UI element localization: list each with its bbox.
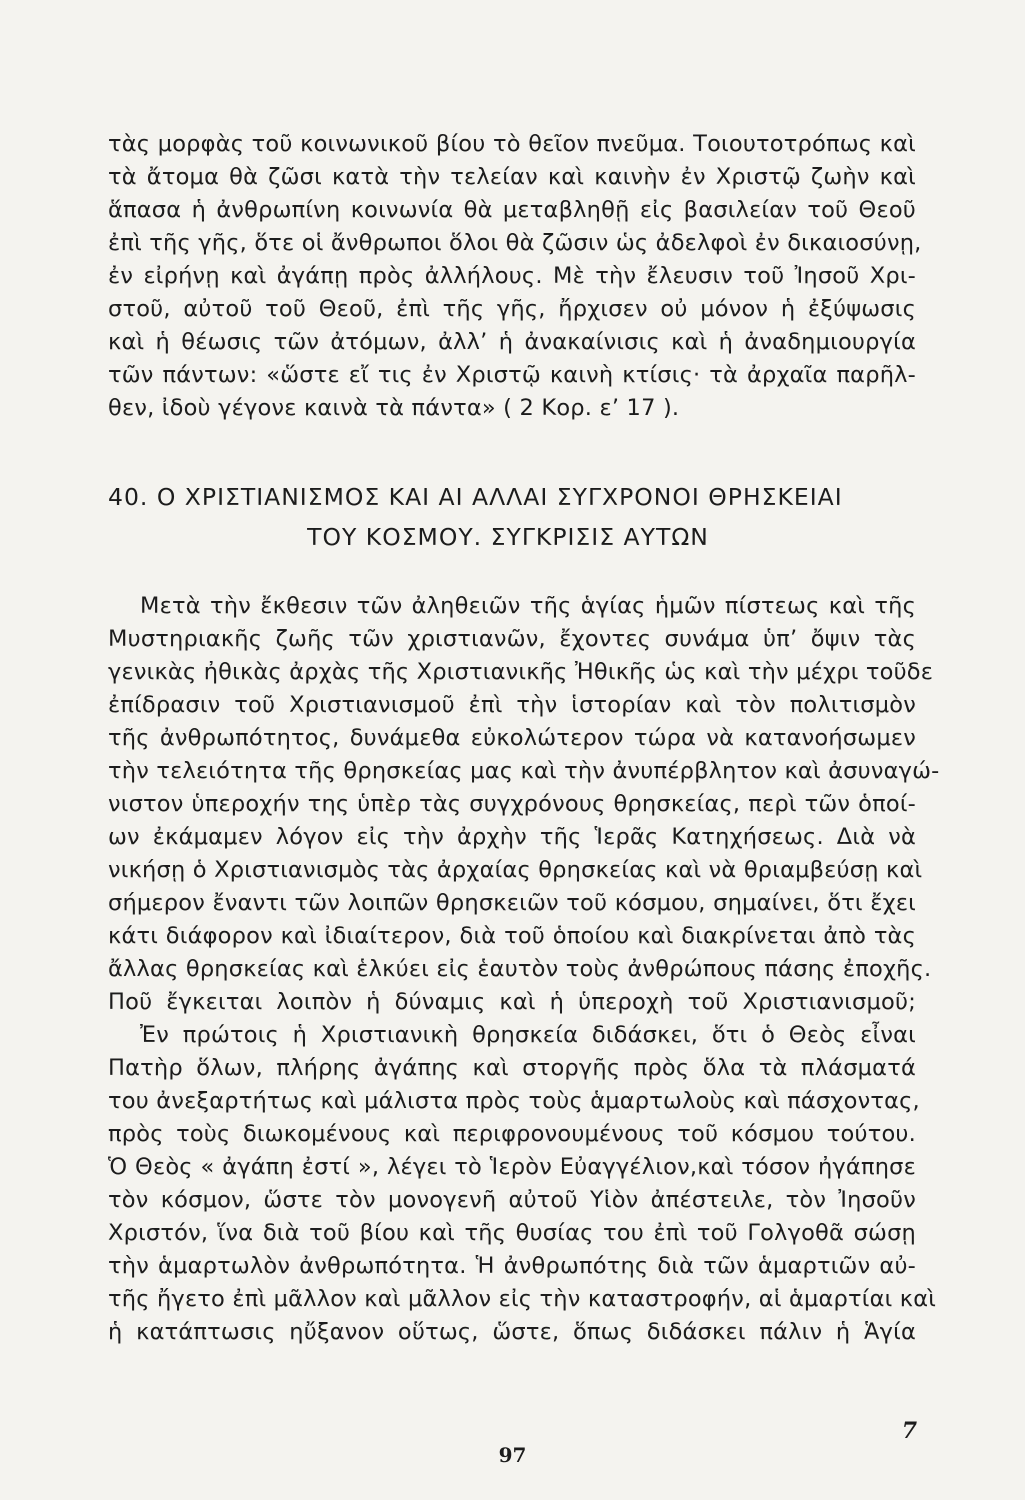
text-line: ἡ κατάπτωσις ηὔξανον οὕτως, ὥστε, ὅπως διδάσκει πάλιν ἡ Ἁγία bbox=[108, 1319, 916, 1345]
text-line: Μυστηριακῆς ζωῆς τῶν χριστιανῶν, ἔχοντες συνάμα ὑπ’ ὄψιν τὰς bbox=[108, 626, 916, 652]
text-line: στοῦ, αὐτοῦ τοῦ Θεοῦ, ἐπὶ τῆς γῆς, ἤρχισεν οὐ μόνον ἡ ἐξύψωσις bbox=[108, 296, 916, 322]
text-line: Μετὰ τὴν ἔκθεσιν τῶν ἀληθειῶν τῆς ἁγίας ἡμῶν πίστεως καὶ τῆς bbox=[140, 593, 916, 619]
section-heading-line2: ΤΟΥ ΚΟΣΜΟΥ. ΣΥΓΚΡΙΣΙΣ ΑΥΤΩΝ bbox=[307, 523, 709, 551]
text-line: πρὸς τοὺς διωκομένους καὶ περιφρονουμένους τοῦ κόσμου τούτου. bbox=[108, 1121, 916, 1147]
text-line: ἐπίδρασιν τοῦ Χριστιανισμοῦ ἐπὶ τὴν ἱστορίαν καὶ τὸν πολιτισμὸν bbox=[108, 692, 916, 718]
text-line: σήμερον ἔναντι τῶν λοιπῶν θρησκειῶν τοῦ κόσμου, σημαίνει, ὅτι ἔχει bbox=[108, 890, 916, 916]
section-heading-line1: 40. Ο ΧΡΙΣΤΙΑΝΙΣΜΟΣ ΚΑΙ ΑΙ ΑΛΛΑΙ ΣΥΓΧΡΟΝΟΙ ΘΡΗΣΚΕΙΑΙ bbox=[108, 483, 843, 511]
text-line: ων ἐκάμαμεν λόγον εἰς τὴν ἀρχὴν τῆς Ἱερᾶς Κατηχήσεως. Διὰ νὰ bbox=[108, 824, 916, 850]
text-line: τῆς ἀνθρωπότητος, δυνάμεθα εὐκολώτερον τώρα νὰ κατανοήσωμεν bbox=[108, 725, 916, 751]
signature-mark: 7 bbox=[901, 1418, 917, 1444]
text-line: Πατὴρ ὅλων, πλήρης ἀγάπης καὶ στοργῆς πρὸς ὅλα τὰ πλάσματά bbox=[108, 1055, 916, 1081]
text-line: τὰς μορφὰς τοῦ κοινωνικοῦ βίου τὸ θεῖον πνεῦμα. Τοιουτοτρόπως καὶ bbox=[108, 131, 916, 157]
text-line: γενικὰς ἠθικὰς ἀρχὰς τῆς Χριστιανικῆς Ἠθικῆς ὡς καὶ τὴν μέχρι τοῦδε bbox=[108, 659, 934, 685]
text-line: ἅπασα ἡ ἀνθρωπίνη κοινωνία θὰ μεταβληθῇ εἰς βασιλείαν τοῦ Θεοῦ bbox=[108, 197, 916, 223]
text-line: τῆς ἤγετο ἐπὶ μᾶλλον καὶ μᾶλλον εἰς τὴν καταστροφήν, αἱ ἁμαρτίαι καὶ bbox=[108, 1286, 937, 1312]
text-line: καὶ ἡ θέωσις τῶν ἀτόμων, ἀλλ’ ἡ ἀνακαίνισις καὶ ἡ ἀναδημιουργία bbox=[108, 329, 916, 355]
text-line: Ποῦ ἔγκειται λοιπὸν ἡ δύναμις καὶ ἡ ὑπεροχὴ τοῦ Χριστιανισμοῦ; bbox=[108, 989, 916, 1015]
text-line: του ἀνεξαρτήτως καὶ μάλιστα πρὸς τοὺς ἁμαρτωλοὺς καὶ πάσχοντας, bbox=[108, 1088, 920, 1114]
text-line: ἐν εἰρήνῃ καὶ ἀγάπῃ πρὸς ἀλλήλους. Μὲ τὴν ἔλευσιν τοῦ Ἰησοῦ Χρι- bbox=[108, 263, 916, 289]
text-line: τὸν κόσμον, ὥστε τὸν μονογενῆ αὐτοῦ Υἱὸν ἀπέστειλε, τὸν Ἰησοῦν bbox=[108, 1187, 916, 1213]
text-line: ἐπὶ τῆς γῆς, ὅτε οἱ ἄνθρωποι ὅλοι θὰ ζῶσιν ὡς ἀδελφοὶ ἐν δικαιοσύνῃ, bbox=[108, 230, 922, 256]
text-line: κάτι διάφορον καὶ ἰδιαίτερον, διὰ τοῦ ὁποίου καὶ διακρίνεται ἀπὸ τὰς bbox=[108, 923, 916, 949]
text-line: νικήσῃ ὁ Χριστιανισμὸς τὰς ἀρχαίας θρησκείας καὶ νὰ θριαμβεύσῃ καὶ bbox=[108, 857, 923, 883]
text-line: Ὁ Θεὸς « ἀγάπη ἐστί », λέγει τὸ Ἱερὸν Εὐαγγέλιον,καὶ τόσον ἠγάπησε bbox=[108, 1154, 916, 1180]
text-line: τῶν πάντων: «ὥστε εἴ τις ἐν Χριστῷ καινὴ κτίσις· τὰ ἀρχαῖα παρῆλ- bbox=[108, 362, 916, 388]
text-line: τὴν τελειότητα τῆς θρησκείας μας καὶ τὴν ἀνυπέρβλητον καὶ ἀσυναγώ- bbox=[108, 758, 940, 784]
text-line: θεν, ἰδοὺ γέγονε καινὰ τὰ πάντα» ( 2 Κορ. ε’ 17 ). bbox=[108, 395, 680, 421]
text-line: Χριστόν, ἵνα διὰ τοῦ βίου καὶ τῆς θυσίας του ἐπὶ τοῦ Γολγοθᾶ σώσῃ bbox=[108, 1220, 916, 1246]
text-line: Ἐν πρώτοις ἡ Χριστιανικὴ θρησκεία διδάσκει, ὅτι ὁ Θεὸς εἶναι bbox=[140, 1022, 916, 1048]
text-line: τὴν ἁμαρτωλὸν ἀνθρωπότητα. Ἡ ἀνθρωπότης διὰ τῶν ἁμαρτιῶν αὐ- bbox=[108, 1253, 916, 1279]
text-line: τὰ ἄτομα θὰ ζῶσι κατὰ τὴν τελείαν καὶ καινὴν ἐν Χριστῷ ζωὴν καὶ bbox=[108, 164, 916, 190]
page-number: 97 bbox=[498, 1443, 527, 1467]
text-line: ἄλλας θρησκείας καὶ ἑλκύει εἰς ἑαυτὸν τοὺς ἀνθρώπους πάσης ἐποχῆς. bbox=[108, 956, 932, 982]
text-line: νιστον ὑπεροχήν της ὑπὲρ τὰς συγχρόνους θρησκείας, περὶ τῶν ὁποί- bbox=[108, 791, 916, 817]
